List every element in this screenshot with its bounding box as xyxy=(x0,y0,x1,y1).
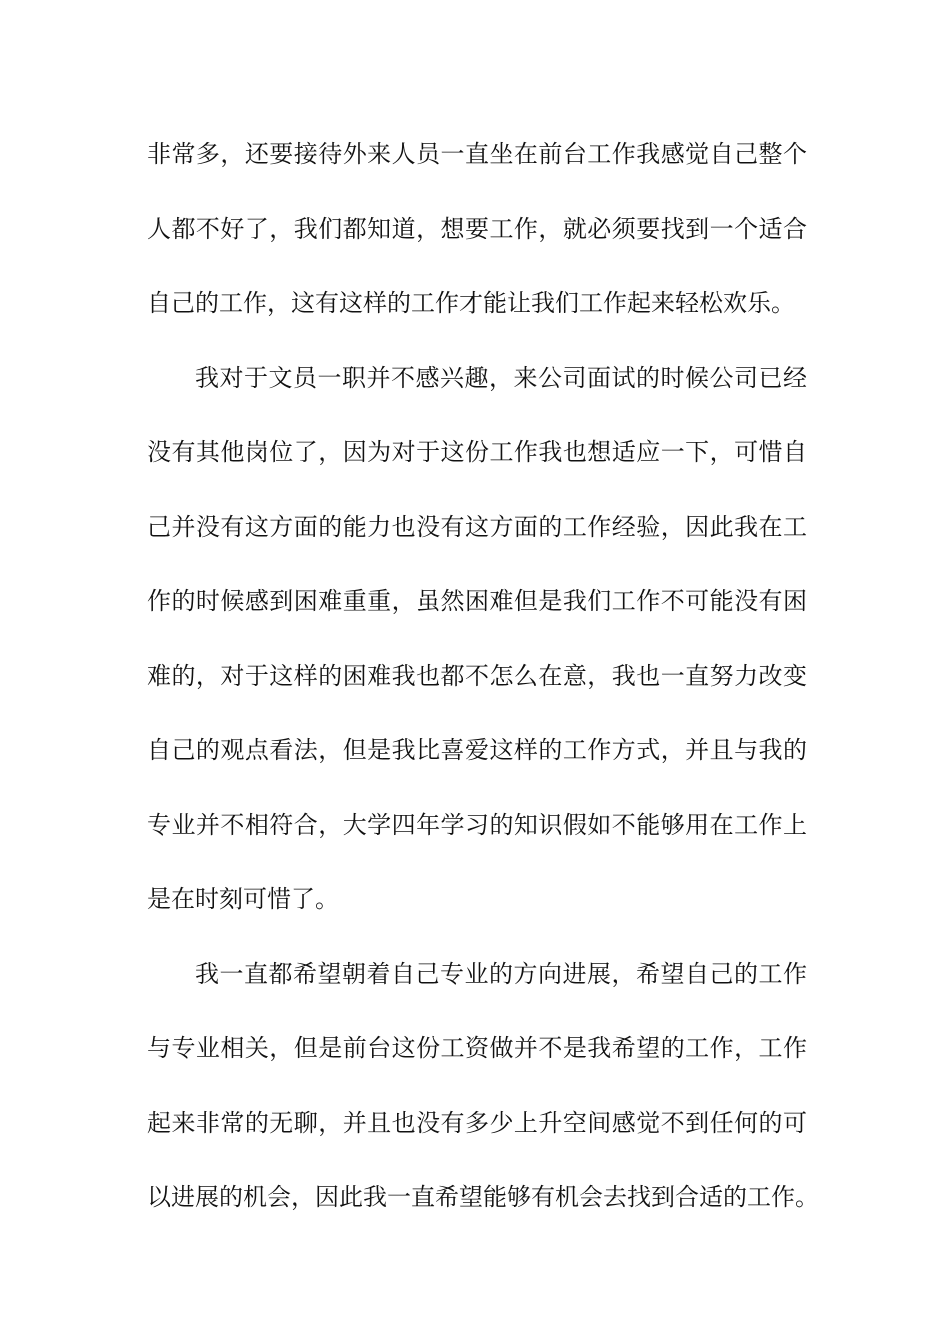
paragraph-2-line-6: 自己的观点看法，但是我比喜爱这样的工作方式，并且与我的 xyxy=(147,736,807,764)
paragraph-3-line-4: 以进展的机会，因此我一直希望能够有机会去找到合适的工作。 xyxy=(147,1183,819,1211)
paragraph-1-line-1: 非常多，还要接待外来人员一直坐在前台工作我感觉自己整个 xyxy=(147,140,807,168)
paragraph-2-line-3: 己并没有这方面的能力也没有这方面的工作经验，因此我在工 xyxy=(147,513,807,541)
paragraph-3-line-3: 起来非常的无聊，并且也没有多少上升空间感觉不到任何的可 xyxy=(147,1109,807,1137)
paragraph-2-line-7: 专业并不相符合，大学四年学习的知识假如不能够用在工作上 xyxy=(147,811,807,839)
paragraph-3-line-2: 与专业相关，但是前台这份工资做并不是我希望的工作，工作 xyxy=(147,1034,807,1062)
paragraph-2-line-4: 作的时候感到困难重重，虽然困难但是我们工作不可能没有困 xyxy=(147,587,807,615)
paragraph-2-line-2: 没有其他岗位了，因为对于这份工作我也想适应一下，可惜自 xyxy=(147,438,807,466)
paragraph-2-line-5: 难的，对于这样的困难我也都不怎么在意，我也一直努力改变 xyxy=(147,662,807,690)
paragraph-2-line-1: 我对于文员一职并不感兴趣，来公司面试的时候公司已经 xyxy=(195,364,807,392)
paragraph-1-line-3: 自己的工作，这有这样的工作才能让我们工作起来轻松欢乐。 xyxy=(147,289,795,317)
paragraph-1-line-2: 人都不好了，我们都知道，想要工作，就必须要找到一个适合 xyxy=(147,215,807,243)
paragraph-2-line-8: 是在时刻可惜了。 xyxy=(147,885,339,913)
paragraph-3-line-1: 我一直都希望朝着自己专业的方向进展，希望自己的工作 xyxy=(195,960,807,988)
